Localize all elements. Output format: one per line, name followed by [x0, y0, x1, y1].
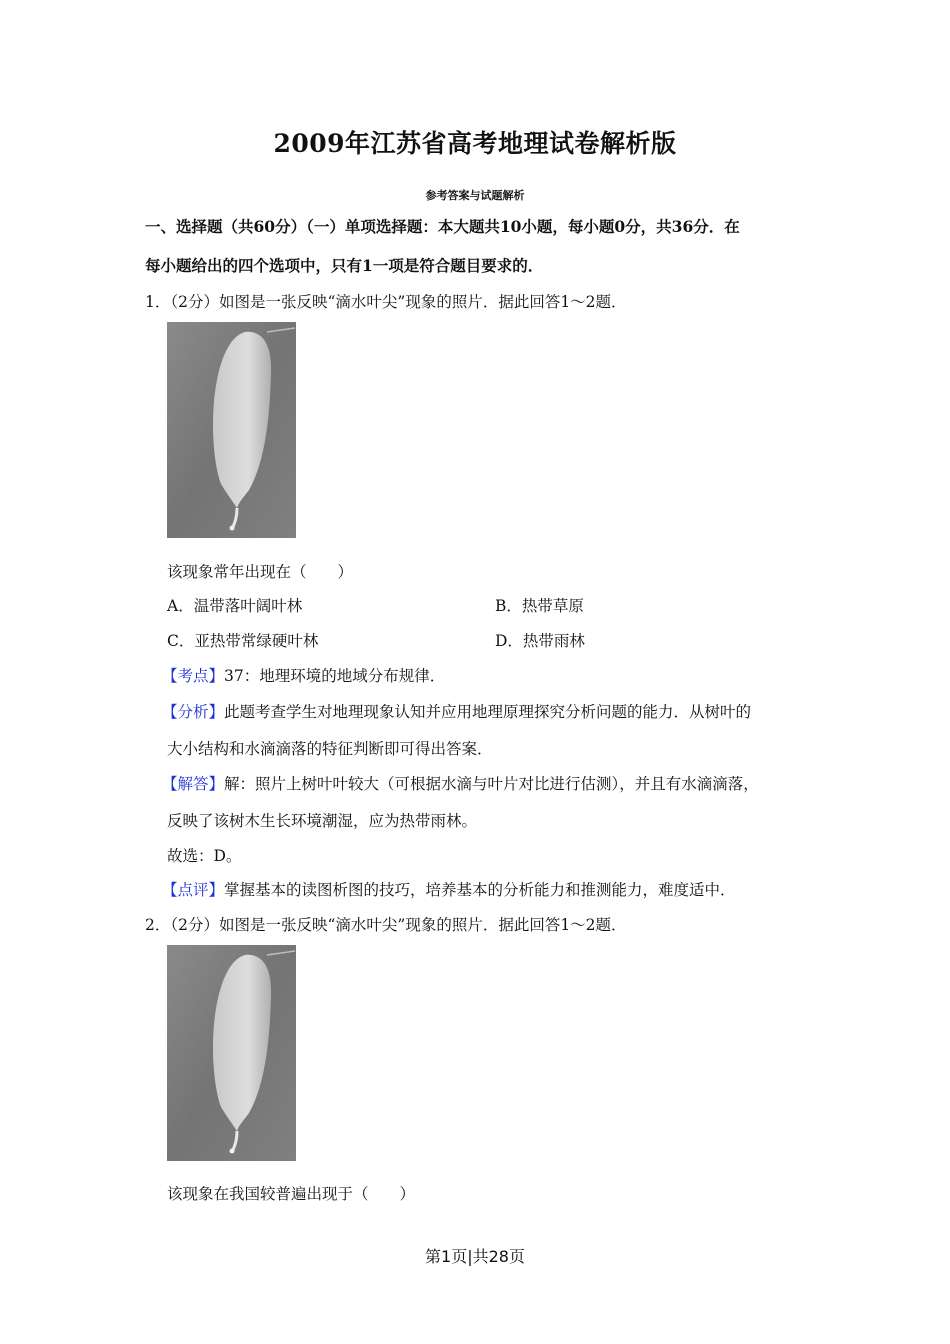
answer-line: 故选：D。	[167, 847, 242, 865]
question-2-prompt: 该现象在我国较普遍出现于（ ）	[167, 1185, 416, 1203]
jieda-tag: 【解答】	[162, 775, 225, 793]
question-1-prompt: 该现象常年出现在（ ）	[167, 563, 354, 581]
section-header-line2: 每小题给出的四个选项中，只有1一项是符合题目要求的．	[145, 256, 544, 275]
dianping-text: 掌握基本的读图析图的技巧，培养基本的分析能力和推测能力，难度适中．	[224, 881, 736, 899]
fenxi-text: 此题考查学生对地理现象认知并应用地理原理探究分析问题的能力．从树叶的	[224, 703, 752, 721]
jieda-row	[162, 772, 759, 794]
jieda-text-line2: 反映了该树木生长环境潮湿，应为热带雨林。	[167, 812, 478, 830]
page-footer: 第1页|共28页	[425, 1247, 525, 1266]
dianping-tag: 【点评】	[162, 881, 225, 899]
dianping-row	[162, 878, 736, 900]
fenxi-row	[162, 700, 751, 722]
kaodian-tag: 【考点】	[162, 667, 225, 685]
leaf-drip-tip-photo-1	[167, 322, 296, 538]
leaf-drip-tip-photo-2	[167, 945, 296, 1161]
option-d[interactable]: D．热带雨林	[495, 632, 585, 650]
document-title: 2009年江苏省高考地理试卷解析版	[273, 129, 677, 158]
option-c[interactable]: C．亚热带常绿硬叶林	[167, 632, 319, 650]
fenxi-tag: 【分析】	[162, 703, 225, 721]
jieda-text: 解：照片上树叶叶较大（可根据水滴与叶片对比进行估测），并且有水滴滴落，	[224, 775, 759, 793]
option-a[interactable]: A．温带落叶阔叶林	[167, 597, 303, 615]
kaodian-text: 37：地理环境的地域分布规律．	[224, 667, 446, 685]
section-header-line1: 一、选择题（共60分）（一）单项选择题：本大题共10小题，每小题0分，共36分．在	[145, 217, 740, 236]
question-1-stem: 1．（2分）如图是一张反映“滴水叶尖”现象的照片．据此回答1～2题．	[145, 293, 627, 311]
option-b[interactable]: B．热带草原	[495, 597, 584, 615]
fenxi-text-line2: 大小结构和水滴滴落的特征判断即可得出答案．	[167, 740, 493, 758]
document-subtitle: 参考答案与试题解析	[425, 189, 525, 202]
kaodian-row	[162, 664, 445, 686]
question-2-stem: 2．（2分）如图是一张反映“滴水叶尖”现象的照片．据此回答1～2题．	[145, 916, 627, 934]
